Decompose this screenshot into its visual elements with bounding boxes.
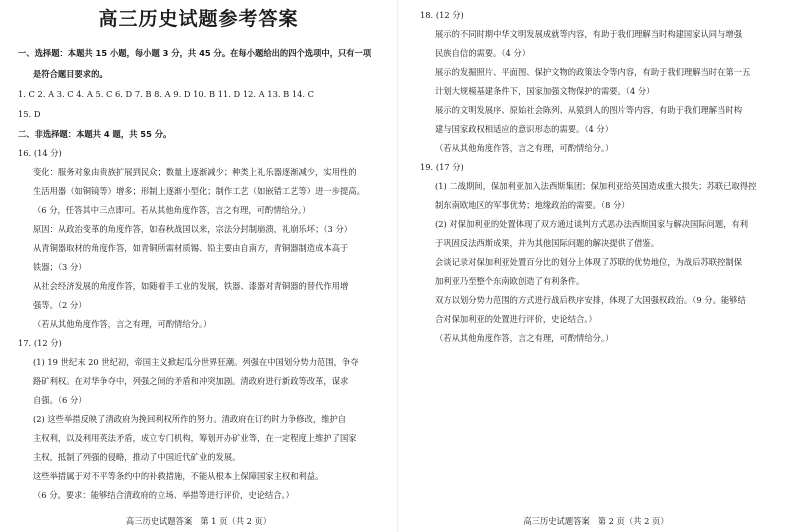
answer-line: 主权利，以及利用英法矛盾，成立专门机构，筹划开办矿业等，在一定程度上维护了国家	[33, 433, 357, 443]
answer-line: 双方以划分势力范围的方式进行战后秩序安排，体现了大国强权政治。（9 分。能够结	[435, 295, 746, 305]
footer-page-number: 第 1 页（共 2 页）	[200, 516, 272, 526]
answer-line: 会谈记录对保加利亚处置百分比的划分上体现了苏联的优势地位，为战后苏联控制保	[435, 257, 742, 267]
q18-heading: 18. (12 分)	[420, 10, 464, 20]
page-title: 高三历史试题参考答案	[98, 8, 299, 30]
answer-line: (1) 二战期间，保加利亚加入法西斯集团；保加利亚给英国造成重大损失；苏联已取得控	[435, 181, 757, 191]
answer-page-2	[398, 0, 794, 532]
answer-line: (1) 19 世纪末 20 世纪初，帝国主义掀起瓜分世界狂潮。列强在中国划分势力范围，争夺	[33, 357, 359, 367]
answer-line: 展示的文明发展序、原始社会陈列、从猿到人的图片等内容，有助于我们理解当时构	[435, 105, 742, 115]
answer-line: 合对保加利亚的处置进行评价，史论结合。）	[435, 314, 597, 324]
footer-doc-name: 高三历史试题答案	[125, 516, 193, 526]
answer-line: 变化：服务对象由贵族扩展到民众；数量上逐渐减少；种类上礼乐器逐渐减少，实用性的	[33, 167, 357, 177]
page-footer	[0, 515, 397, 527]
answer-line: 铁器；（3 分）	[33, 262, 87, 272]
answer-line: 路矿利权。在对华争夺中，列强之间的矛盾和冲突加剧。清政府进行新政等改革，谋求	[33, 376, 349, 386]
q17-heading: 17. (12 分)	[18, 338, 62, 348]
answer-line: （若从其他角度作答，言之有理，可酌情给分。）	[435, 333, 614, 343]
answer-line: 计划大规模基建条件下，国家加强文物保护的需要。（4 分）	[435, 86, 655, 96]
answer-line: 展示的不同时期中华文明发展成就等内容，有助于我们理解当时构建国家认同与增强	[435, 29, 742, 39]
answer-line: (2) 这些举措反映了清政府为挽回利权所作的努力。清政府在订约时力争修改，维护自	[33, 414, 347, 424]
answer-line: （若从其他角度作答，言之有理，可酌情给分。）	[33, 319, 212, 329]
answer-line: 加利亚乃至整个东南欧创造了有利条件。	[435, 276, 585, 286]
answer-line: 从青铜器取材的角度作答，如青铜所需材质锡、铅主要由自南方，青铜器制造成本高于	[33, 243, 349, 253]
answer-line: 原因：从政治变革的角度作答，如春秋战国以来，宗法分封制崩溃，礼崩乐坏；（3 分）	[33, 224, 353, 234]
section1-instruction-cont: 是符合题目要求的。	[33, 69, 108, 79]
answer-line: （6 分，任答其中三点即可。若从其他角度作答，言之有理，可酌情给分。）	[33, 205, 311, 215]
section1-instruction: 一、选择题：本题共 15 小题，每小题 3 分，共 45 分。在每小题给出的四个选项中，只有一项	[18, 48, 372, 58]
answer-line: 建与国家政权相适应的意识形态的需要。（4 分）	[435, 124, 614, 134]
answer-line: 这些举措属于对不平等条约中的补救措施，不能从根本上保障国家主权和利益。	[33, 471, 324, 481]
footer-page-number: 第 2 页（共 2 页）	[597, 516, 669, 526]
answer-line: （6 分。要求：能够结合清政府的立场、举措等进行评价，史论结合。）	[33, 490, 294, 500]
section2-instruction: 二、非选择题：本题共 4 题，共 55 分。	[18, 129, 172, 139]
answer-line: 制东南欧地区的军事优势；地缘政治的需要。（8 分）	[435, 200, 630, 210]
answer-line: 强等。（2 分）	[33, 300, 87, 310]
answer-line: 自强。（6 分）	[33, 395, 87, 405]
choice-answers-cont: 15. D	[18, 109, 41, 119]
answer-line: 民族自信的需要。（4 分）	[435, 48, 531, 58]
answer-line: (2) 对保加利亚的处置体现了双方通过谈判方式恶办法西斯国家与解决国际问题，有利	[435, 219, 749, 229]
answer-line: 主权，抵制了列强的侵略，推动了中国近代矿业的发展。	[33, 452, 241, 462]
choice-answers: 1. C 2. A 3. C 4. A 5. C 6. D 7. B 8. A 9. D 10. B 11. D 12. A 13. B 14. C	[18, 89, 315, 99]
q16-heading: 16. (14 分)	[18, 148, 62, 158]
footer-doc-name: 高三历史试题答案	[523, 516, 590, 526]
answer-line: 从社会经济发展的角度作答，如随着手工业的发展，铁器、漆器对青铜器的替代作用增	[33, 281, 349, 291]
page-footer	[398, 515, 794, 527]
answer-line: 展示的发掘照片、平面图、保护文物的政策法令等内容，有助于我们理解当时在第一五	[435, 67, 751, 77]
q19-heading: 19. (17 分)	[420, 162, 464, 172]
answer-line: 于巩固反法西斯成果，并为其他国际问题的解决提供了借鉴。	[435, 238, 660, 248]
answer-line: （若从其他角度作答，言之有理，可酌情给分。）	[435, 143, 614, 153]
answer-line: 生活用器（如铜镜等）增多；形制上逐渐小型化；制作工艺（如嵌错工艺等）进一步提高。	[33, 186, 365, 196]
